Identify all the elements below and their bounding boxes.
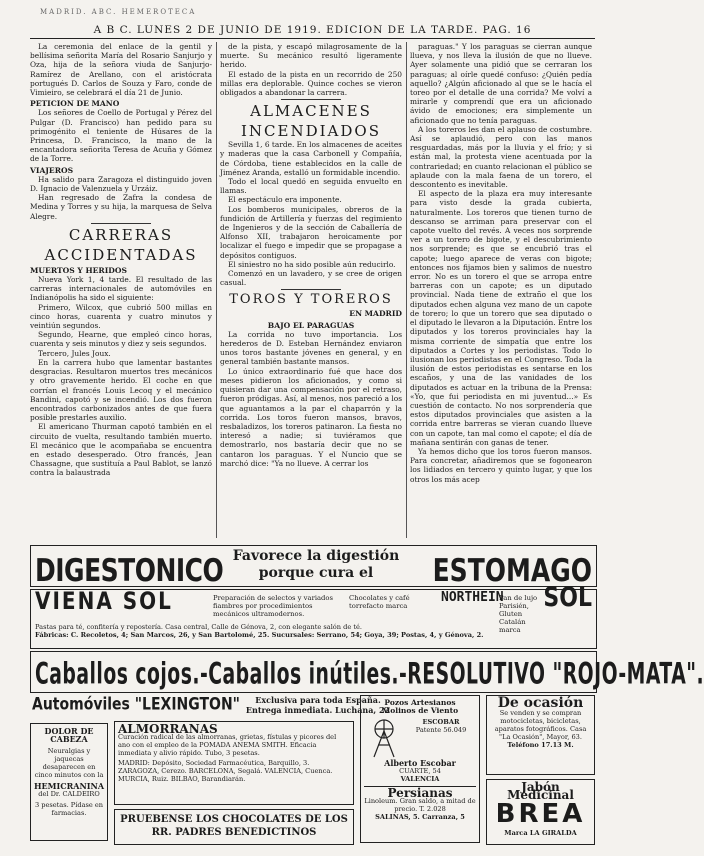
ad-digestonico xyxy=(30,545,597,587)
ad-text: SALINAS, 5. Carranza, 5 xyxy=(375,813,465,821)
column-rule xyxy=(406,42,407,538)
ad-molinos xyxy=(360,695,480,843)
ad-brand: ESTOMAGO xyxy=(432,552,592,589)
ad-text: Neuralgias y jaquecas desaparecen en cinco minutos con la xyxy=(34,747,104,779)
ad-text: Teléfono 17.13 M. xyxy=(507,741,574,749)
ad-line: Exclusiva para toda España. xyxy=(255,695,381,705)
article-paragraph: Tercero, Jules Joux. xyxy=(38,348,111,358)
ad-brand: Automóviles "LEXINGTON" xyxy=(32,695,240,715)
ad-name: Alberto Escobar xyxy=(384,758,456,768)
subheading: EN MADRID xyxy=(349,309,402,319)
ad-title: Persianas xyxy=(387,786,453,800)
article-paragraph: El aspecto de la plaza era muy interesante para visto desde la grada cubierta, naturalmente. Los toreros que tienen turno de descanso se arriman para preservar con el capote vuelto del revés. A veces nos sorprende ver a un torero de bigote, y el descubrimiento nos sorprende; es que se encubrió tras el capote; luego aparece de veras con bigote; entonces nos fijamos bien y salimos de nuestro error. No es un torero el que se arropa entre barreras con un capote; es un diputado provincial. Nada tiene de extraño el que los diputados echen alguna vez mano de un capote de torero; lo que un torero que sea diputado o el diputado le llevaron a la Diputación. Entre los diputados y los toreros provinciales hay la misma corriente de simpatía que entre los diputados a Cortes y los periodistas. Todo lo ilusionan los periodistas en el Congreso. Toda la ilusión de estos periodistas es sentarse en los escaños, y una de las vanidades de los diputados es actuar en la tribuna de la Prensa: «Yo, que fui periodista en mi juventud...» Es cuestión de contacto. No nos sorprendería que estos diputados provinciales que asisten a la corrida entre barreras se vieran cuando llueve con un capote, tan mal como el capote; el día de mañana sentirán con ganas de tener. xyxy=(410,189,592,447)
article-paragraph: paraguas." Y los paraguas se cierran aunque llueva, y nos lleva la ilusión de que no llueve. Ayer solamente una pidió que se cerraran los paraguas; al oírle quedé confuso: ¿Quién pedía aquello? ¿Algún aficionado al que se le hacía el toreo por el detalle de una corrida? Me volví a mirarle y comprendí que era un aficionado ávido de emociones; era simplemente un aficionado que no tenía paraguas. xyxy=(410,42,592,125)
headline: ACCIDENTADAS xyxy=(44,245,198,264)
ad-text: Curación radical de las almorranas, grietas, fístulas y picores del ano con el empleo de la POMADA ANEMA SMITH. Eficacia inmediata y alivio rápido. Tubo, 3 pesetas. xyxy=(118,733,337,757)
ad-viena-sol xyxy=(30,583,597,649)
column-3 xyxy=(410,42,592,540)
ad-text: del Dr. CALDEIRO xyxy=(38,790,100,798)
ad-lexington xyxy=(30,695,400,717)
ad-chocolates: PRUEBENSE LOS CHOCOLATES DE LOS RR. PADRES BENEDICTINOS xyxy=(114,809,354,845)
article-paragraph: El siniestro no ha sido posible aún reducirlo. xyxy=(228,259,396,269)
article-paragraph: El americano Thurman capotó también en el circuito de vuelta, resultando también muerto. El mecánico que le acompañaba se encuentra en estado desesperado. Otro francés, Jean Chassagne, que sustituía a Paul Bablot, se lanzó contra la balaustrada xyxy=(30,422,212,478)
ad-text: CUARTE, 54 xyxy=(399,767,441,775)
ad-text: VALENCIA xyxy=(400,775,440,783)
ad-hemicranina xyxy=(30,723,108,841)
article-paragraph: Han regresado de Zafra la condesa de Medina y Torres y su hija, la marquesa de Selva Alegre. xyxy=(30,193,212,221)
divider xyxy=(281,99,341,100)
ad-ocasion xyxy=(486,695,595,775)
article-paragraph: La ceremonia del enlace de la gentil y bellísima señorita María del Rosario Sanjurjo y Oza, hija de la señora viuda de Sanjurjo-Ramírez de Arellano, con el aristócrata portugués D. Carlos de Souza y Faro, conde de Vimieiro, se celebrará el día 21 de Junio. xyxy=(30,42,212,98)
ad-brand: SOL xyxy=(543,583,592,614)
ad-brand: HEMICRANINA xyxy=(34,781,105,791)
ad-tagline xyxy=(221,548,411,582)
ad-text: Chocolates y café torrefacto marca xyxy=(349,594,410,610)
divider xyxy=(91,223,151,224)
ad-text: 3 pesetas. Pídase en farmacias. xyxy=(34,801,104,817)
column-rule xyxy=(216,42,217,538)
ad-text: Se venden y se compran motocicletas, bicicletas, aparatos fotográficos. Casa "La Ocasión", Mayor, 63. xyxy=(494,709,587,741)
ad-brand: BREA xyxy=(495,799,586,829)
headline: INCENDIADOS xyxy=(241,122,381,141)
ad-line: Fábricas: C. Recoletos, 4; San Marcos, 26, y San Bartolomé, 25. Sucursales: Serrano, 54; Goya, 39; Postas, 4, y Génova, 2. xyxy=(35,631,484,640)
article-paragraph: La corrida no tuvo importancia. Los herederos de D. Esteban Hernández enviaron unos toros bastante jóvenes en general, y en general también bastante mansos. xyxy=(220,329,402,367)
windmill-icon xyxy=(364,717,404,759)
ad-title: Molinos de Viento xyxy=(381,706,459,715)
ad-title: DOLOR DE CABEZA xyxy=(44,726,94,744)
ad-brand: ESCOBAR xyxy=(422,718,460,726)
ad-title: Jabón Medicinal xyxy=(507,780,574,802)
article-paragraph: El estado de la pista en un recorrido de 250 millas era deplorable. Quince coches se vieron obligados a abandonar la carrera. xyxy=(220,69,402,98)
article-paragraph: de la pista, y escapó milagrosamente de la muerte. Su mecánico resultó ligeramente herido. xyxy=(220,42,402,70)
article-paragraph: Nueva York 1, 4 tarde. El resultado de las carreras internacionales de automóviles en Indianópolis ha sido el siguiente: xyxy=(30,275,212,303)
article-paragraph: Segundo, Hearne, que empleó cinco horas, cuarenta y seis minutos y diez y seis segundos. xyxy=(30,330,212,349)
ad-text: Patente 56.049 xyxy=(415,726,467,734)
ad-text: Marca LA GIRALDA xyxy=(504,829,577,837)
ad-tagline-line: Favorece la digestión xyxy=(232,548,400,564)
ad-text: MADRID: Depósito, Sociedad Farmacéutica, Barquillo, 3. ZARAGOZA, Cerezo. BARCELONA, Segalá. VALENCIA, Cuenca. MURCIA, Ruiz. BILBAO, Barandiarán. xyxy=(118,759,333,783)
section-heading: MUERTOS Y HERIDOS xyxy=(30,265,127,275)
article-paragraph: Los bomberos municipales, obreros de la fundición de Artillería y fuerzas del regimiento de Ingenieros y de la sección de Caballería de Alfonso XII, trabajaron heroicamente por localizar el fuego e impedir que se propagase a depósitos contiguos. xyxy=(220,204,402,260)
ad-rojo-mata xyxy=(30,651,704,693)
page-header: A B C. LUNES 2 DE JUNIO DE 1919. EDICION DE LA TARDE. PAG. 16 xyxy=(30,24,595,39)
article-paragraph: En la carrera hubo que lamentar bastantes desgracias. Resultaron muertos tres mecánicos y otro gravemente herido. El coche en que corrían el francés Louis Lecoq y el mecánico Bandini, capotó y se incendió. Los dos fueron encontrados carbonizados antes de que fuera posible prestarles auxilio. xyxy=(30,357,212,423)
section-heading: VIAJEROS xyxy=(30,165,74,175)
archive-strip: MADRID. ABC. HEMEROTECA xyxy=(40,8,197,16)
headline: CARRERAS xyxy=(68,225,174,244)
article-paragraph: Sevilla 1, 6 tarde. En los almacenes de aceites y maderas que la casa Carbonell y Compañía, de Córdoba, tiene establecidos en la calle de Jiménez Aranda, estalló un formidable incendio. xyxy=(220,140,402,177)
ad-text: Linoleum. Gran saldo, a mitad de precio. T. 2.028 xyxy=(364,797,476,813)
ad-text: Pan de lujo Parisién, Gluten Catalán marca xyxy=(499,594,538,634)
ad-brand: VIENA SOL xyxy=(35,586,173,616)
ad-title: ALMORRANAS xyxy=(118,722,218,736)
ad-tagline-line: porque cura el xyxy=(258,565,374,581)
headline: TOROS Y TOREROS xyxy=(229,292,393,308)
section-heading: PETICION DE MANO xyxy=(30,99,120,109)
article-paragraph: Todo el local quedó en seguida envuelto en llamas. xyxy=(220,177,402,196)
article-paragraph: Comenzó en un lavadero, y se cree de origen casual. xyxy=(220,269,402,288)
ad-brea xyxy=(486,779,595,845)
ad-text xyxy=(35,623,591,640)
ad-title: De ocasión xyxy=(497,695,584,711)
advertisements xyxy=(30,545,704,850)
ad-line: Pastas para té, confitería y repostería. Casa central, Calle de Génova, 2, con elegante salón de té. xyxy=(35,623,362,631)
article-paragraph: A los toreros les dan el aplauso de costumbre. Así se aplaudió, pero con las manos resguardadas, más por la lluvia y el frío; y si están mal, la protesta viene acentuada por la contrariedad; en cuanto relacionan el público se aplaude con la mala faena de un torero, el descontento es inevitable. xyxy=(410,124,592,190)
ad-text: Preparación de selectos y variados fiambres por procedimientos mecánicos ultramodernos. xyxy=(213,594,333,618)
article-paragraph: Lo único extraordinario fué que hace dos meses pidieron los aficionados, y como si quisieran dar una compensación por el retraso, fueron pródigas. Así, al menos, nos pareció a los que aguantamos a la par el chaparrón y la corrida. Los toros fueron mansos, bravos, resbaladizos, los toreros patinaron. La fiesta no interesó a nadie; si tuviéramos que demostrarlo, nos bastaría decir que no se cantaron los paraguas. Y el Nuncio que se marchó dice: "Ya no llueve. A cerrar los xyxy=(220,366,402,468)
ad-almorranas xyxy=(114,721,354,805)
column-1 xyxy=(30,42,212,540)
headline: ALMACENES xyxy=(250,102,372,121)
ad-title: Pozos Artesianos xyxy=(384,698,456,707)
article-paragraph: El espectáculo era imponente. xyxy=(228,195,342,205)
divider xyxy=(281,289,341,290)
section-heading: BAJO EL PARAGUAS xyxy=(267,320,355,330)
article-paragraph: Ya hemos dicho que los toros fueron mansos. Para concretar, añadiremos que se fogonearon los lidiados en tercero y quinto lugar, y que los otros los más acep xyxy=(410,446,592,484)
article-paragraph: Primero, Wilcox, que cubrió 500 millas en cinco horas, cuarenta y cuatro minutos y veintiún segundos. xyxy=(30,302,212,331)
ad-brand: Caballos cojos.-Caballos inútiles.-RESOLUTIVO "ROJO-MATA". xyxy=(35,656,704,691)
ad-line: Entrega inmediata. Luchana, 22 xyxy=(245,705,391,715)
article-paragraph: Ha salido para Zaragoza el distinguido joven D. Ignacio de Valenzuela y Urzáiz. xyxy=(30,174,212,194)
column-2 xyxy=(220,42,402,540)
ad-brand: NORTHEIN xyxy=(441,590,504,605)
article-paragraph: Los señores de Coello de Portugal y Pérez del Pulgar (D. Francisco) han pedido para su primogénito el teniente de Húsares de la Princesa, D. Francisco, la mano de la encantadora señorita Teresa de Acuña y Gómez de la Torre. xyxy=(30,108,212,164)
ad-brand: DIGESTONICO xyxy=(35,552,224,589)
